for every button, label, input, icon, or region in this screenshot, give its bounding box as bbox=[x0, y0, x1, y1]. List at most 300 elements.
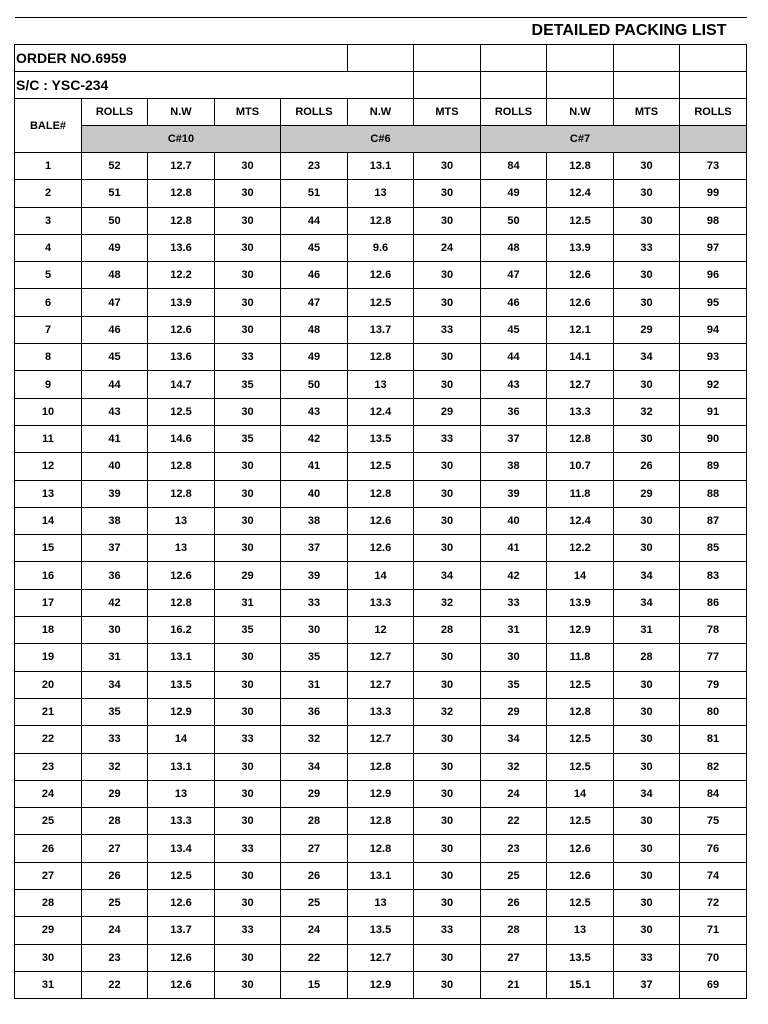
rolls-cell: 83 bbox=[680, 562, 747, 589]
meters-cell: 30 bbox=[414, 835, 481, 862]
meters-cell: 30 bbox=[215, 862, 281, 889]
net-weight-cell: 13.9 bbox=[547, 589, 614, 616]
meters-cell: 30 bbox=[414, 644, 481, 671]
rolls-cell: 36 bbox=[82, 562, 148, 589]
net-weight-cell: 13.7 bbox=[348, 316, 414, 343]
meters-cell: 29 bbox=[414, 398, 481, 425]
column-header: MTS bbox=[614, 99, 680, 126]
bale-number-cell: 12 bbox=[15, 453, 82, 480]
empty-cell bbox=[547, 72, 614, 99]
net-weight-cell: 12.5 bbox=[547, 671, 614, 698]
net-weight-cell: 12.8 bbox=[148, 589, 215, 616]
rolls-cell: 44 bbox=[82, 371, 148, 398]
bale-number-cell: 26 bbox=[15, 835, 82, 862]
rolls-cell: 27 bbox=[481, 944, 547, 971]
rolls-cell: 95 bbox=[680, 289, 747, 316]
meters-cell: 28 bbox=[614, 644, 680, 671]
rolls-cell: 48 bbox=[82, 262, 148, 289]
meters-cell: 30 bbox=[215, 480, 281, 507]
net-weight-cell: 12.9 bbox=[348, 971, 414, 998]
net-weight-cell: 13 bbox=[348, 890, 414, 917]
rolls-cell: 52 bbox=[82, 153, 148, 180]
bale-number-cell: 16 bbox=[15, 562, 82, 589]
bale-number-cell: 19 bbox=[15, 644, 82, 671]
rolls-cell: 46 bbox=[82, 316, 148, 343]
rolls-cell: 92 bbox=[680, 371, 747, 398]
meters-cell: 30 bbox=[614, 671, 680, 698]
rolls-cell: 23 bbox=[481, 835, 547, 862]
net-weight-cell: 12.7 bbox=[348, 726, 414, 753]
empty-cell bbox=[547, 45, 614, 72]
meters-cell: 30 bbox=[614, 425, 680, 452]
bale-number-cell: 21 bbox=[15, 698, 82, 725]
meters-cell: 30 bbox=[414, 262, 481, 289]
bale-number-cell: 9 bbox=[15, 371, 82, 398]
net-weight-cell: 12.7 bbox=[348, 644, 414, 671]
table-row bbox=[15, 425, 747, 452]
net-weight-cell: 13 bbox=[148, 780, 215, 807]
column-header: MTS bbox=[414, 99, 481, 126]
net-weight-cell: 12.6 bbox=[547, 862, 614, 889]
rolls-cell: 37 bbox=[82, 535, 148, 562]
rolls-cell: 21 bbox=[481, 971, 547, 998]
rolls-cell: 35 bbox=[481, 671, 547, 698]
rolls-cell: 45 bbox=[281, 234, 348, 261]
rolls-cell: 78 bbox=[680, 617, 747, 644]
rolls-cell: 47 bbox=[82, 289, 148, 316]
bale-number-cell: 7 bbox=[15, 316, 82, 343]
rolls-cell: 77 bbox=[680, 644, 747, 671]
meters-cell: 34 bbox=[614, 780, 680, 807]
rolls-cell: 99 bbox=[680, 180, 747, 207]
net-weight-cell: 12.8 bbox=[348, 207, 414, 234]
meters-cell: 35 bbox=[215, 371, 281, 398]
rolls-cell: 24 bbox=[281, 917, 348, 944]
net-weight-cell: 12.6 bbox=[148, 562, 215, 589]
rolls-cell: 32 bbox=[82, 753, 148, 780]
meters-cell: 35 bbox=[215, 617, 281, 644]
bale-number-cell: 29 bbox=[15, 917, 82, 944]
rolls-cell: 49 bbox=[82, 234, 148, 261]
group-header-c7: C#7 bbox=[481, 126, 680, 153]
meters-cell: 30 bbox=[414, 480, 481, 507]
rolls-cell: 39 bbox=[481, 480, 547, 507]
rolls-cell: 76 bbox=[680, 835, 747, 862]
rolls-cell: 31 bbox=[281, 671, 348, 698]
net-weight-cell: 13.9 bbox=[547, 234, 614, 261]
net-weight-cell: 13.5 bbox=[547, 944, 614, 971]
net-weight-cell: 13.4 bbox=[148, 835, 215, 862]
meters-cell: 31 bbox=[614, 617, 680, 644]
rolls-cell: 34 bbox=[481, 726, 547, 753]
meters-cell: 30 bbox=[614, 180, 680, 207]
document-title: DETAILED PACKING LIST bbox=[15, 18, 747, 45]
rolls-cell: 30 bbox=[82, 617, 148, 644]
rolls-cell: 32 bbox=[481, 753, 547, 780]
rolls-cell: 80 bbox=[680, 698, 747, 725]
order-number: ORDER NO.6959 bbox=[15, 45, 348, 72]
bale-number-cell: 27 bbox=[15, 862, 82, 889]
meters-cell: 30 bbox=[414, 344, 481, 371]
meters-cell: 30 bbox=[614, 917, 680, 944]
net-weight-cell: 12.5 bbox=[547, 207, 614, 234]
table-row bbox=[15, 207, 747, 234]
meters-cell: 30 bbox=[414, 971, 481, 998]
net-weight-cell: 13.3 bbox=[148, 808, 215, 835]
bale-number-cell: 23 bbox=[15, 753, 82, 780]
rolls-cell: 51 bbox=[82, 180, 148, 207]
net-weight-cell: 14 bbox=[547, 562, 614, 589]
rolls-cell: 25 bbox=[82, 890, 148, 917]
rolls-cell: 27 bbox=[281, 835, 348, 862]
meters-cell: 30 bbox=[215, 808, 281, 835]
bale-number-cell: 14 bbox=[15, 507, 82, 534]
rolls-cell: 40 bbox=[481, 507, 547, 534]
bale-number-cell: 10 bbox=[15, 398, 82, 425]
net-weight-cell: 13 bbox=[547, 917, 614, 944]
bale-number-cell: 4 bbox=[15, 234, 82, 261]
rolls-cell: 39 bbox=[82, 480, 148, 507]
rolls-cell: 89 bbox=[680, 453, 747, 480]
meters-cell: 30 bbox=[215, 780, 281, 807]
rolls-cell: 85 bbox=[680, 535, 747, 562]
rolls-cell: 31 bbox=[481, 617, 547, 644]
rolls-cell: 35 bbox=[281, 644, 348, 671]
group-header-c10: C#10 bbox=[82, 126, 281, 153]
rolls-cell: 26 bbox=[82, 862, 148, 889]
table-row bbox=[15, 698, 747, 725]
rolls-cell: 45 bbox=[481, 316, 547, 343]
meters-cell: 30 bbox=[215, 453, 281, 480]
table-row bbox=[15, 398, 747, 425]
rolls-cell: 22 bbox=[82, 971, 148, 998]
rolls-cell: 81 bbox=[680, 726, 747, 753]
meters-cell: 34 bbox=[414, 562, 481, 589]
rolls-cell: 93 bbox=[680, 344, 747, 371]
rolls-cell: 84 bbox=[481, 153, 547, 180]
rolls-cell: 31 bbox=[82, 644, 148, 671]
net-weight-cell: 12.8 bbox=[148, 180, 215, 207]
rolls-cell: 29 bbox=[82, 780, 148, 807]
meters-cell: 37 bbox=[614, 971, 680, 998]
net-weight-cell: 13.3 bbox=[348, 698, 414, 725]
column-header: ROLLS bbox=[281, 99, 348, 126]
net-weight-cell: 12.1 bbox=[547, 316, 614, 343]
rolls-cell: 46 bbox=[281, 262, 348, 289]
empty-cell bbox=[481, 45, 547, 72]
net-weight-cell: 12.5 bbox=[547, 753, 614, 780]
meters-cell: 31 bbox=[215, 589, 281, 616]
rolls-cell: 34 bbox=[281, 753, 348, 780]
rolls-cell: 26 bbox=[481, 890, 547, 917]
meters-cell: 30 bbox=[215, 890, 281, 917]
net-weight-cell: 12.4 bbox=[547, 507, 614, 534]
rolls-cell: 48 bbox=[481, 234, 547, 261]
net-weight-cell: 12.6 bbox=[547, 262, 614, 289]
rolls-cell: 84 bbox=[680, 780, 747, 807]
rolls-cell: 46 bbox=[481, 289, 547, 316]
table-row bbox=[15, 371, 747, 398]
rolls-cell: 47 bbox=[481, 262, 547, 289]
bale-header: BALE# bbox=[15, 99, 82, 153]
rolls-cell: 27 bbox=[82, 835, 148, 862]
rolls-cell: 25 bbox=[481, 862, 547, 889]
sales-contract: S/C : YSC-234 bbox=[15, 72, 414, 99]
rolls-cell: 50 bbox=[281, 371, 348, 398]
rolls-cell: 42 bbox=[481, 562, 547, 589]
packing-list-table bbox=[14, 17, 747, 999]
rolls-cell: 36 bbox=[481, 398, 547, 425]
rolls-cell: 42 bbox=[281, 425, 348, 452]
meters-cell: 30 bbox=[414, 453, 481, 480]
rolls-cell: 43 bbox=[281, 398, 348, 425]
meters-cell: 30 bbox=[215, 971, 281, 998]
net-weight-cell: 12.7 bbox=[348, 671, 414, 698]
net-weight-cell: 13.1 bbox=[348, 153, 414, 180]
net-weight-cell: 14 bbox=[348, 562, 414, 589]
empty-cell bbox=[481, 72, 547, 99]
rolls-cell: 73 bbox=[680, 153, 747, 180]
meters-cell: 30 bbox=[215, 153, 281, 180]
rolls-cell: 23 bbox=[281, 153, 348, 180]
net-weight-cell: 12.6 bbox=[348, 507, 414, 534]
net-weight-cell: 12.8 bbox=[547, 425, 614, 452]
meters-cell: 30 bbox=[414, 371, 481, 398]
table-row bbox=[15, 480, 747, 507]
rolls-cell: 22 bbox=[281, 944, 348, 971]
table-row bbox=[15, 944, 747, 971]
net-weight-cell: 12.8 bbox=[348, 344, 414, 371]
table-row bbox=[15, 562, 747, 589]
net-weight-cell: 12.6 bbox=[547, 835, 614, 862]
rolls-cell: 51 bbox=[281, 180, 348, 207]
meters-cell: 30 bbox=[215, 698, 281, 725]
rolls-cell: 96 bbox=[680, 262, 747, 289]
meters-cell: 28 bbox=[414, 617, 481, 644]
net-weight-cell: 9.6 bbox=[348, 234, 414, 261]
empty-cell bbox=[414, 72, 481, 99]
rolls-cell: 32 bbox=[281, 726, 348, 753]
net-weight-cell: 12.8 bbox=[348, 835, 414, 862]
rolls-cell: 74 bbox=[680, 862, 747, 889]
net-weight-cell: 12.5 bbox=[547, 890, 614, 917]
empty-cell bbox=[614, 72, 680, 99]
rolls-cell: 43 bbox=[481, 371, 547, 398]
meters-cell: 30 bbox=[215, 535, 281, 562]
meters-cell: 30 bbox=[614, 289, 680, 316]
rolls-cell: 72 bbox=[680, 890, 747, 917]
net-weight-cell: 14.6 bbox=[148, 425, 215, 452]
table-row bbox=[15, 917, 747, 944]
meters-cell: 33 bbox=[614, 234, 680, 261]
meters-cell: 30 bbox=[614, 371, 680, 398]
rolls-cell: 47 bbox=[281, 289, 348, 316]
rolls-cell: 50 bbox=[82, 207, 148, 234]
net-weight-cell: 13 bbox=[148, 535, 215, 562]
meters-cell: 30 bbox=[614, 153, 680, 180]
bale-number-cell: 22 bbox=[15, 726, 82, 753]
net-weight-cell: 12.4 bbox=[547, 180, 614, 207]
rolls-cell: 36 bbox=[281, 698, 348, 725]
net-weight-cell: 13.6 bbox=[148, 234, 215, 261]
meters-cell: 30 bbox=[614, 890, 680, 917]
rolls-cell: 23 bbox=[82, 944, 148, 971]
meters-cell: 30 bbox=[614, 535, 680, 562]
net-weight-cell: 13.6 bbox=[148, 344, 215, 371]
rolls-cell: 75 bbox=[680, 808, 747, 835]
rolls-cell: 40 bbox=[281, 480, 348, 507]
table-row bbox=[15, 453, 747, 480]
table-row bbox=[15, 316, 747, 343]
net-weight-cell: 13.7 bbox=[148, 917, 215, 944]
meters-cell: 30 bbox=[414, 153, 481, 180]
net-weight-cell: 12.9 bbox=[547, 617, 614, 644]
net-weight-cell: 12.6 bbox=[148, 890, 215, 917]
net-weight-cell: 12.6 bbox=[148, 316, 215, 343]
meters-cell: 30 bbox=[414, 535, 481, 562]
column-header: ROLLS bbox=[481, 99, 547, 126]
rolls-cell: 34 bbox=[82, 671, 148, 698]
rolls-cell: 38 bbox=[82, 507, 148, 534]
rolls-cell: 86 bbox=[680, 589, 747, 616]
net-weight-cell: 13.5 bbox=[148, 671, 215, 698]
net-weight-cell: 12.6 bbox=[148, 971, 215, 998]
table-row bbox=[15, 808, 747, 835]
column-header: MTS bbox=[215, 99, 281, 126]
net-weight-cell: 12.8 bbox=[348, 753, 414, 780]
rolls-cell: 49 bbox=[281, 344, 348, 371]
net-weight-cell: 11.8 bbox=[547, 480, 614, 507]
rolls-cell: 87 bbox=[680, 507, 747, 534]
net-weight-cell: 12.8 bbox=[547, 698, 614, 725]
rolls-cell: 38 bbox=[481, 453, 547, 480]
meters-cell: 29 bbox=[614, 316, 680, 343]
meters-cell: 30 bbox=[614, 262, 680, 289]
rolls-cell: 44 bbox=[481, 344, 547, 371]
meters-cell: 30 bbox=[414, 808, 481, 835]
net-weight-cell: 12.4 bbox=[348, 398, 414, 425]
rolls-cell: 22 bbox=[481, 808, 547, 835]
rolls-cell: 39 bbox=[281, 562, 348, 589]
rolls-cell: 28 bbox=[82, 808, 148, 835]
meters-cell: 30 bbox=[414, 944, 481, 971]
net-weight-cell: 13.1 bbox=[148, 753, 215, 780]
bale-number-cell: 3 bbox=[15, 207, 82, 234]
rolls-cell: 88 bbox=[680, 480, 747, 507]
net-weight-cell: 12.8 bbox=[348, 480, 414, 507]
net-weight-cell: 12.6 bbox=[348, 262, 414, 289]
meters-cell: 24 bbox=[414, 234, 481, 261]
meters-cell: 32 bbox=[414, 589, 481, 616]
bale-number-cell: 5 bbox=[15, 262, 82, 289]
net-weight-cell: 13.5 bbox=[348, 917, 414, 944]
net-weight-cell: 10.7 bbox=[547, 453, 614, 480]
meters-cell: 33 bbox=[215, 835, 281, 862]
meters-cell: 30 bbox=[215, 289, 281, 316]
meters-cell: 32 bbox=[614, 398, 680, 425]
empty-cell bbox=[348, 45, 414, 72]
column-header: N.W bbox=[348, 99, 414, 126]
meters-cell: 30 bbox=[614, 808, 680, 835]
rolls-cell: 79 bbox=[680, 671, 747, 698]
meters-cell: 30 bbox=[215, 180, 281, 207]
net-weight-cell: 13 bbox=[348, 180, 414, 207]
meters-cell: 33 bbox=[215, 917, 281, 944]
table-row bbox=[15, 671, 747, 698]
rolls-cell: 44 bbox=[281, 207, 348, 234]
meters-cell: 30 bbox=[614, 507, 680, 534]
bale-number-cell: 28 bbox=[15, 890, 82, 917]
meters-cell: 30 bbox=[614, 835, 680, 862]
net-weight-cell: 12.8 bbox=[348, 808, 414, 835]
rolls-cell: 98 bbox=[680, 207, 747, 234]
rolls-cell: 42 bbox=[82, 589, 148, 616]
rolls-cell: 29 bbox=[281, 780, 348, 807]
bale-number-cell: 25 bbox=[15, 808, 82, 835]
net-weight-cell: 12.5 bbox=[348, 289, 414, 316]
meters-cell: 30 bbox=[614, 753, 680, 780]
meters-cell: 30 bbox=[414, 289, 481, 316]
net-weight-cell: 12.7 bbox=[348, 944, 414, 971]
meters-cell: 30 bbox=[614, 862, 680, 889]
bale-number-cell: 31 bbox=[15, 971, 82, 998]
meters-cell: 33 bbox=[414, 425, 481, 452]
net-weight-cell: 14.7 bbox=[148, 371, 215, 398]
meters-cell: 30 bbox=[215, 507, 281, 534]
net-weight-cell: 12.6 bbox=[148, 944, 215, 971]
rolls-cell: 91 bbox=[680, 398, 747, 425]
table-row bbox=[15, 234, 747, 261]
bale-number-cell: 6 bbox=[15, 289, 82, 316]
meters-cell: 32 bbox=[414, 698, 481, 725]
rolls-cell: 37 bbox=[281, 535, 348, 562]
bale-number-cell: 8 bbox=[15, 344, 82, 371]
meters-cell: 30 bbox=[215, 644, 281, 671]
net-weight-cell: 12 bbox=[348, 617, 414, 644]
meters-cell: 34 bbox=[614, 344, 680, 371]
net-weight-cell: 14 bbox=[148, 726, 215, 753]
table-row bbox=[15, 780, 747, 807]
rolls-cell: 38 bbox=[281, 507, 348, 534]
meters-cell: 30 bbox=[215, 671, 281, 698]
table-row bbox=[15, 890, 747, 917]
table-row bbox=[15, 535, 747, 562]
rolls-cell: 82 bbox=[680, 753, 747, 780]
meters-cell: 30 bbox=[215, 398, 281, 425]
net-weight-cell: 15.1 bbox=[547, 971, 614, 998]
rolls-cell: 94 bbox=[680, 316, 747, 343]
rolls-cell: 28 bbox=[281, 808, 348, 835]
meters-cell: 30 bbox=[614, 207, 680, 234]
table-row bbox=[15, 617, 747, 644]
net-weight-cell: 12.5 bbox=[148, 398, 215, 425]
meters-cell: 35 bbox=[215, 425, 281, 452]
net-weight-cell: 13.3 bbox=[547, 398, 614, 425]
table-row bbox=[15, 644, 747, 671]
meters-cell: 30 bbox=[414, 507, 481, 534]
rolls-cell: 30 bbox=[481, 644, 547, 671]
meters-cell: 29 bbox=[614, 480, 680, 507]
rolls-cell: 43 bbox=[82, 398, 148, 425]
table-row bbox=[15, 971, 747, 998]
net-weight-cell: 12.5 bbox=[547, 808, 614, 835]
rolls-cell: 41 bbox=[481, 535, 547, 562]
meters-cell: 30 bbox=[414, 671, 481, 698]
meters-cell: 29 bbox=[215, 562, 281, 589]
meters-cell: 30 bbox=[215, 753, 281, 780]
rolls-cell: 41 bbox=[281, 453, 348, 480]
meters-cell: 26 bbox=[614, 453, 680, 480]
